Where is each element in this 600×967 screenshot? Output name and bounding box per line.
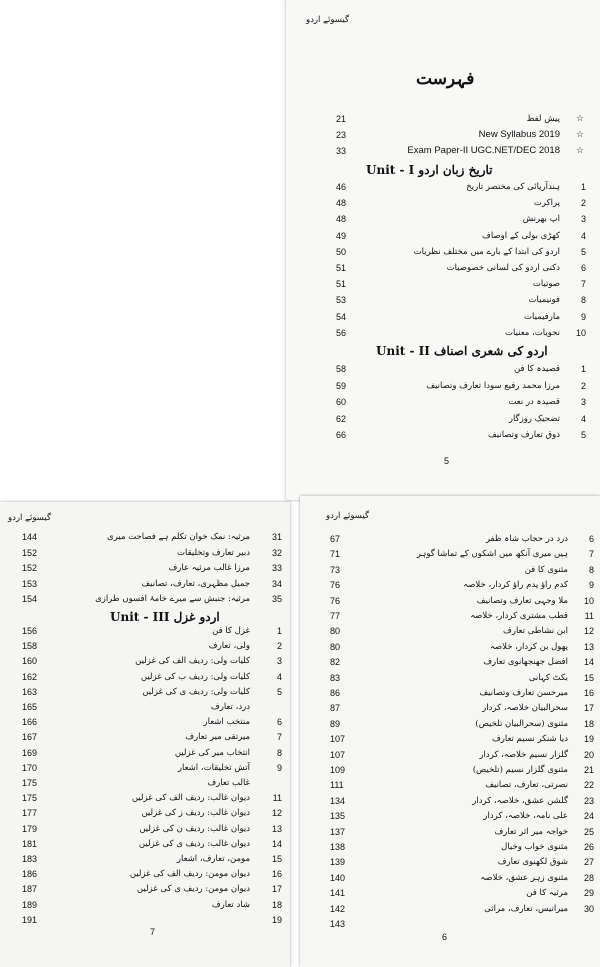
toc-page-number: 165 xyxy=(22,702,38,712)
toc-entry-title: دیوان مومن: ردیف ی کی غزلیں xyxy=(136,884,250,895)
toc-entry-title: علی نامہ، خلاصہ، کردار xyxy=(483,811,568,822)
toc-entry-number: 22 xyxy=(583,780,594,791)
toc-row xyxy=(0,822,290,836)
toc-page-number: 53 xyxy=(336,295,347,306)
toc-entry-number: 17 xyxy=(271,884,282,895)
left-page xyxy=(0,502,290,967)
toc-row xyxy=(286,326,600,340)
toc-row xyxy=(286,180,600,194)
toc-page-number: 66 xyxy=(336,430,347,441)
toc-entry-title: گلزار نسیم خلاصہ، کردار xyxy=(479,749,568,760)
toc-page-number: 89 xyxy=(330,718,341,729)
toc-entry-number: 16 xyxy=(583,688,594,698)
toc-page-number: 177 xyxy=(22,808,38,819)
toc-entry-title: میرتقی میر تعارف xyxy=(185,732,250,743)
toc-row xyxy=(0,654,290,668)
toc-entry-title: میرحسن تعارف وتصانیف xyxy=(479,688,568,698)
toc-row xyxy=(300,547,600,561)
toc-entry-title: مثنوی (سحرالبیان تلخیص) xyxy=(475,718,568,729)
toc-row xyxy=(0,882,290,896)
toc-entry-number: 9 xyxy=(580,311,586,322)
toc-page-number: 80 xyxy=(330,641,341,652)
toc-entry-number: 9 xyxy=(588,580,594,591)
page-number: 5 xyxy=(444,456,450,466)
toc-row xyxy=(286,212,600,226)
toc-entry-number: 20 xyxy=(583,749,594,760)
toc-page-number: 67 xyxy=(330,534,341,544)
toc-entry-number: 19 xyxy=(271,914,282,925)
toc-row xyxy=(300,794,600,808)
toc-entry-title: کھڑی بولی کے اوصاف xyxy=(482,230,560,241)
toc-entry-number: 7 xyxy=(588,549,594,560)
toc-row xyxy=(286,144,600,158)
toc-row xyxy=(0,561,290,575)
toc-entry-number: 3 xyxy=(276,656,282,667)
toc-entry-number: 6 xyxy=(276,717,282,728)
toc-entry-number: 7 xyxy=(276,732,282,743)
toc-entry-title: ہیں میری آنکھ میں اشکوں کے تماشا گوہر xyxy=(416,549,568,560)
toc-row xyxy=(300,917,600,931)
toc-page-number: 144 xyxy=(22,532,38,542)
toc-page-number: 33 xyxy=(336,146,347,156)
toc-row xyxy=(300,532,600,546)
toc-row xyxy=(300,871,600,885)
toc-entry-title: دبیر تعارف وتخلیقات xyxy=(176,547,250,558)
toc-row xyxy=(300,778,600,792)
toc-entry-title: پیش لفظ xyxy=(526,114,560,124)
toc-page-number: 142 xyxy=(330,903,346,914)
toc-entry-title: کلیات ولی: ردیف الف کی غزلیں xyxy=(135,656,250,667)
toc-entry-number: 17 xyxy=(583,703,594,714)
toc-entry-number: 12 xyxy=(583,626,594,637)
toc-page-number: 54 xyxy=(336,311,347,322)
toc-entry-number: 8 xyxy=(588,564,594,575)
toc-page-number: 154 xyxy=(22,594,38,605)
toc-entry-title: افضل جھنجھانوی تعارف xyxy=(483,657,568,668)
toc-page-number: 153 xyxy=(22,578,38,589)
toc-row xyxy=(300,640,600,654)
toc-row xyxy=(300,732,600,746)
toc-entry-title: درد در حجاب شاہ ظفر xyxy=(485,534,568,544)
toc-row xyxy=(300,686,600,700)
toc-entry-number: 4 xyxy=(580,413,586,424)
toc-page-number: 160 xyxy=(22,656,38,667)
toc-page-number: 76 xyxy=(330,595,341,606)
toc-row xyxy=(0,806,290,820)
toc-page-number: 139 xyxy=(330,857,346,868)
toc-row xyxy=(286,310,600,324)
toc-page-number: 111 xyxy=(330,780,344,791)
toc-page-number: 73 xyxy=(330,564,341,575)
toc-row xyxy=(0,592,290,606)
toc-entry-number: 19 xyxy=(583,734,594,745)
toc-entry-number: 33 xyxy=(271,563,282,574)
toc-page-number: 163 xyxy=(22,686,38,697)
toc-entry-title: دکنی اردو کی لسانی خصوصیات xyxy=(446,263,560,273)
toc-page-number: 158 xyxy=(22,641,38,652)
toc-entry-title: مرزا غالب مرثیہ عارف xyxy=(168,563,250,574)
toc-row xyxy=(286,112,600,126)
toc-entry-number: 3 xyxy=(580,397,586,408)
toc-page-number: 51 xyxy=(336,263,347,273)
toc-entry-title: پراکرت xyxy=(533,198,560,209)
toc-page-number: 49 xyxy=(336,230,347,241)
toc-page-number: 71 xyxy=(330,549,341,560)
toc-entry-number: 27 xyxy=(583,857,594,868)
toc-entry-number: 21 xyxy=(583,765,594,775)
toc-entry-title: پھول بن کردار، خلاصہ xyxy=(489,641,568,652)
toc-page-number: 187 xyxy=(22,884,38,895)
toc-page-number: 23 xyxy=(336,130,347,140)
toc-entry-number: 12 xyxy=(271,808,282,819)
toc-page-number: 189 xyxy=(22,899,38,910)
toc-page-number: 46 xyxy=(336,182,347,192)
star-icon: ☆ xyxy=(575,146,584,156)
toc-entry-title: دیوان غالب: ردیف ن کی غزلیں xyxy=(139,823,250,834)
toc-row xyxy=(0,530,290,544)
toc-entry-number: 8 xyxy=(580,295,586,306)
toc-row xyxy=(300,624,600,638)
toc-entry-number: 9 xyxy=(276,762,282,773)
toc-page-number: 83 xyxy=(330,672,341,683)
toc-row xyxy=(0,791,290,805)
toc-entry-title: شاد تعارف xyxy=(211,899,250,910)
toc-page-number: 48 xyxy=(336,198,347,209)
toc-entry-title: دیوان غالب: ردیف الف کی غزلیں xyxy=(131,793,250,804)
toc-page-number: 62 xyxy=(336,413,347,424)
toc-row xyxy=(300,563,600,577)
toc-entry-title: فونیمیات xyxy=(528,295,560,306)
toc-entry-title: صوتیات xyxy=(532,279,560,290)
toc-row xyxy=(286,379,600,393)
toc-entry-title: مرثیہ کا فن xyxy=(526,888,568,899)
toc-entry-title: مرزا محمد رفیع سودا تعارف وتصانیف xyxy=(426,380,560,391)
toc-page-number: 141 xyxy=(330,888,346,899)
toc-page-number: 51 xyxy=(336,279,347,290)
toc-row xyxy=(300,717,600,731)
toc-row xyxy=(300,886,600,900)
toc-row xyxy=(0,761,290,775)
toc-row xyxy=(300,578,600,592)
toc-row xyxy=(300,655,600,669)
toc-row xyxy=(300,671,600,685)
toc-entry-number: 14 xyxy=(271,838,282,849)
toc-page-number: 60 xyxy=(336,397,347,408)
toc-row xyxy=(0,670,290,684)
toc-entry-title: مرثیہ: نمک خوان تکلم ہے فصاحت میری xyxy=(107,532,250,542)
top-page xyxy=(286,0,600,500)
toc-page-number: 191 xyxy=(22,914,38,925)
toc-entry-title: آتش تخلیقات، اشعار xyxy=(177,762,250,773)
toc-page-number: 134 xyxy=(330,795,346,806)
toc-entry-number: 34 xyxy=(271,578,282,589)
toc-page-number: 56 xyxy=(336,327,347,338)
toc-page-number: 140 xyxy=(330,872,346,883)
toc-entry-title: سحرالبیان خلاصہ، کردار xyxy=(482,703,568,714)
toc-page-number: 135 xyxy=(330,811,346,822)
toc-row xyxy=(286,277,600,291)
toc-row xyxy=(0,546,290,560)
toc-row xyxy=(300,855,600,869)
toc-page-number: 169 xyxy=(22,747,38,758)
toc-entry-number: 11 xyxy=(584,611,594,621)
toc-row xyxy=(0,746,290,760)
toc-entry-title: درد، تعارف xyxy=(210,702,250,712)
toc-entry-title: اردو کی ابتدا کے بارے میں مختلف نظریات xyxy=(413,246,560,257)
toc-page-number: 107 xyxy=(330,734,346,745)
toc-entry-number: 15 xyxy=(583,672,594,683)
toc-entry-number: 23 xyxy=(583,795,594,806)
toc-entry-title: قصیدہ کا فن xyxy=(513,364,560,374)
toc-entry-number: 15 xyxy=(271,854,282,864)
toc-entry-title: نحویات، معنیات xyxy=(504,327,560,338)
toc-page-number: 156 xyxy=(22,626,38,636)
running-header: گیسوئے اردو xyxy=(8,513,51,523)
star-icon: ☆ xyxy=(575,114,584,124)
toc-row xyxy=(0,624,290,638)
toc-page-number: 175 xyxy=(22,793,38,804)
toc-entry-title: گلشن عشق، خلاصہ، کردار xyxy=(472,795,568,806)
toc-row xyxy=(300,763,600,777)
toc-page-number: 167 xyxy=(22,732,38,743)
toc-entry-number: 28 xyxy=(583,872,594,883)
toc-page-number: 77 xyxy=(330,611,341,621)
toc-entry-title: تضحیک روزگار xyxy=(508,413,560,424)
toc-page-number: 186 xyxy=(22,869,38,880)
toc-row xyxy=(300,609,600,623)
running-header: گیسوئے اردو xyxy=(326,511,369,521)
toc-entry-number: 14 xyxy=(583,657,594,668)
toc-entry-number: 29 xyxy=(583,888,594,899)
toc-entry-title: غزل کا فن xyxy=(212,626,250,636)
toc-page-number: 76 xyxy=(330,580,341,591)
toc-entry-number: 5 xyxy=(580,430,586,441)
toc-entry-number: 1 xyxy=(580,364,586,374)
toc-entry-title: ذوق تعارف وتصانیف xyxy=(487,430,560,441)
toc-row xyxy=(286,395,600,409)
toc-entry-title: کدم راؤ پدم راؤ کردار، خلاصہ xyxy=(463,580,568,591)
toc-row xyxy=(300,840,600,854)
toc-row xyxy=(286,362,600,376)
toc-entry-title: Exam Paper-II UGC.NET/DEC 2018 xyxy=(407,145,560,156)
toc-entry-number: 2 xyxy=(580,198,586,209)
toc-page-number: 21 xyxy=(336,114,347,124)
toc-entry-title: منتخب اشعار xyxy=(203,717,250,728)
toc-page-number: 87 xyxy=(330,703,341,714)
toc-entry-number: 10 xyxy=(583,595,594,606)
toc-page-number: 152 xyxy=(22,547,38,558)
toc-entry-title: دیوان غالب: ردیف ز کی غزلیں xyxy=(141,808,250,819)
toc-entry-title: New Syllabus 2019 xyxy=(478,129,560,140)
toc-row xyxy=(0,898,290,912)
toc-entry-title: مومن، تعارف، اشعار xyxy=(176,854,250,864)
toc-page-number: 50 xyxy=(336,246,347,257)
toc-entry-number: 31 xyxy=(271,532,282,542)
toc-page-number: 183 xyxy=(22,854,38,864)
toc-entry-number: 6 xyxy=(588,534,594,544)
toc-row xyxy=(286,293,600,307)
toc-page-number: 58 xyxy=(336,364,347,374)
toc-page-number: 152 xyxy=(22,563,38,574)
toc-row xyxy=(0,577,290,591)
toc-entry-number: 7 xyxy=(580,279,586,290)
toc-page-number: 59 xyxy=(336,380,347,391)
toc-page-number: 86 xyxy=(330,688,341,698)
toc-entry-number: 18 xyxy=(271,899,282,910)
toc-page-number: 107 xyxy=(330,749,346,760)
toc-row xyxy=(300,701,600,715)
right-page xyxy=(300,496,600,967)
toc-entry-title: دیا شنکر نسیم تعارف xyxy=(491,734,568,745)
toc-entry-title: غالب تعارف xyxy=(207,778,250,788)
toc-entry-number: 5 xyxy=(276,686,282,697)
toc-entry-number: 2 xyxy=(580,380,586,391)
toc-entry-number: 4 xyxy=(276,671,282,682)
toc-row xyxy=(0,867,290,881)
toc-entry-title: اپ بھرنش xyxy=(522,214,560,225)
toc-entry-number: 13 xyxy=(583,641,594,652)
toc-entry-title: مثنوی خواب وخیال xyxy=(501,842,568,852)
toc-entry-number: 35 xyxy=(271,594,282,605)
toc-row xyxy=(0,776,290,790)
page-title: فہرست xyxy=(416,69,475,89)
toc-entry-title: میرانیس، تعارف، مراثی xyxy=(484,903,568,914)
toc-row xyxy=(286,245,600,259)
toc-entry-title: دیوان مومن: ردیف الف کی غزلیں xyxy=(129,869,250,880)
toc-page-number: 179 xyxy=(22,823,38,834)
toc-entry-title: قطب مشتری کردار، خلاصہ xyxy=(470,611,568,621)
toc-row xyxy=(286,229,600,243)
toc-entry-title: شوق لکھنوی تعارف xyxy=(497,857,568,868)
toc-entry-number: 4 xyxy=(580,230,586,241)
toc-entry-number: 25 xyxy=(583,826,594,837)
toc-entry-number: 18 xyxy=(583,718,594,729)
toc-row xyxy=(0,639,290,653)
toc-row xyxy=(286,128,600,142)
toc-row xyxy=(300,748,600,762)
toc-page-number: 166 xyxy=(22,717,38,728)
toc-entry-title: ملا وجہی تعارف وتصانیف xyxy=(476,595,568,606)
unit-2-heading: Unit - II اردو کی شعری اصناف xyxy=(376,344,548,358)
toc-entry-number: 16 xyxy=(271,869,282,880)
toc-row xyxy=(0,730,290,744)
page-number: 6 xyxy=(442,932,448,942)
toc-row xyxy=(286,428,600,442)
star-icon: ☆ xyxy=(575,130,584,140)
toc-entry-title: مثنوی کا فن xyxy=(524,564,568,575)
toc-entry-title: دیوان غالب: ردیف ی کی غزلیں xyxy=(138,838,250,849)
toc-entry-number: 10 xyxy=(575,327,586,338)
toc-entry-number: 30 xyxy=(583,903,594,914)
toc-entry-title: کلیات ولی: ردیف ی کی غزلیں xyxy=(142,686,250,697)
toc-page-number: 181 xyxy=(22,838,38,849)
toc-page-number: 170 xyxy=(22,762,38,773)
toc-entry-number: 26 xyxy=(583,842,594,852)
toc-entry-title: مارفیمیات xyxy=(524,311,560,322)
toc-entry-title: ہندآریائی کی مختصر تاریخ xyxy=(466,182,560,192)
toc-entry-number: 11 xyxy=(272,793,282,804)
toc-entry-title: نصرتی، تعارف، تصانیف xyxy=(485,780,568,791)
unit-3-heading: Unit - III اردو غزل xyxy=(110,610,220,624)
toc-entry-title: قصیدہ در نعت xyxy=(508,397,560,408)
toc-row xyxy=(286,261,600,275)
running-header: گیسوئے اردو xyxy=(306,15,349,25)
toc-page-number: 143 xyxy=(330,919,346,929)
toc-row xyxy=(286,196,600,210)
toc-entry-title: ولی، تعارف xyxy=(208,641,250,652)
toc-entry-number: 1 xyxy=(580,182,586,192)
toc-entry-number: 24 xyxy=(583,811,594,822)
toc-entry-number: 8 xyxy=(276,747,282,758)
toc-page-number: 162 xyxy=(22,671,38,682)
toc-entry-title: انتخاب میر کی غزلیں xyxy=(174,747,250,758)
toc-entry-title: بکٹ کہانی xyxy=(528,672,568,683)
toc-row xyxy=(300,902,600,916)
toc-row xyxy=(300,594,600,608)
toc-row xyxy=(300,809,600,823)
toc-entry-title: ابن نشاطی تعارف xyxy=(503,626,568,637)
toc-page-number: 137 xyxy=(330,826,346,837)
toc-page-number: 48 xyxy=(336,214,347,225)
toc-entry-number: 2 xyxy=(276,641,282,652)
toc-entry-title: مثنوی گلزار نسیم (تلخیص) xyxy=(472,765,568,775)
toc-entry-number: 13 xyxy=(271,823,282,834)
toc-entry-number: 32 xyxy=(271,547,282,558)
unit-1-heading: Unit - I تاریخ زبان اردو xyxy=(366,163,493,177)
toc-page-number: 175 xyxy=(22,778,38,788)
toc-row xyxy=(0,852,290,866)
toc-page-number: 109 xyxy=(330,765,346,775)
toc-row xyxy=(300,825,600,839)
toc-entry-title: خواجہ میر اثر تعارف xyxy=(494,826,568,837)
toc-row xyxy=(0,685,290,699)
toc-entry-title: مثنوی زہر عشق، خلاصہ xyxy=(480,872,568,883)
toc-row xyxy=(0,715,290,729)
toc-entry-title: کلیات ولی: ردیف ب کی غزلیں xyxy=(140,671,250,682)
toc-entry-number: 3 xyxy=(580,214,586,225)
toc-page-number: 82 xyxy=(330,657,341,668)
toc-row xyxy=(0,837,290,851)
toc-page-number: 80 xyxy=(330,626,341,637)
toc-entry-title: مرثیہ: جنبش سے میرے خامۂ افسوں طرازی xyxy=(95,594,250,605)
toc-entry-number: 5 xyxy=(580,246,586,257)
toc-entry-number: 1 xyxy=(276,626,282,636)
toc-page-number: 138 xyxy=(330,842,346,852)
page-number: 7 xyxy=(150,927,156,937)
toc-row xyxy=(0,913,290,927)
toc-entry-number: 6 xyxy=(580,263,586,273)
toc-row xyxy=(0,700,290,714)
toc-entry-title: جمیل مظہری، تعارف، تصانیف xyxy=(141,578,250,589)
toc-row xyxy=(286,412,600,426)
